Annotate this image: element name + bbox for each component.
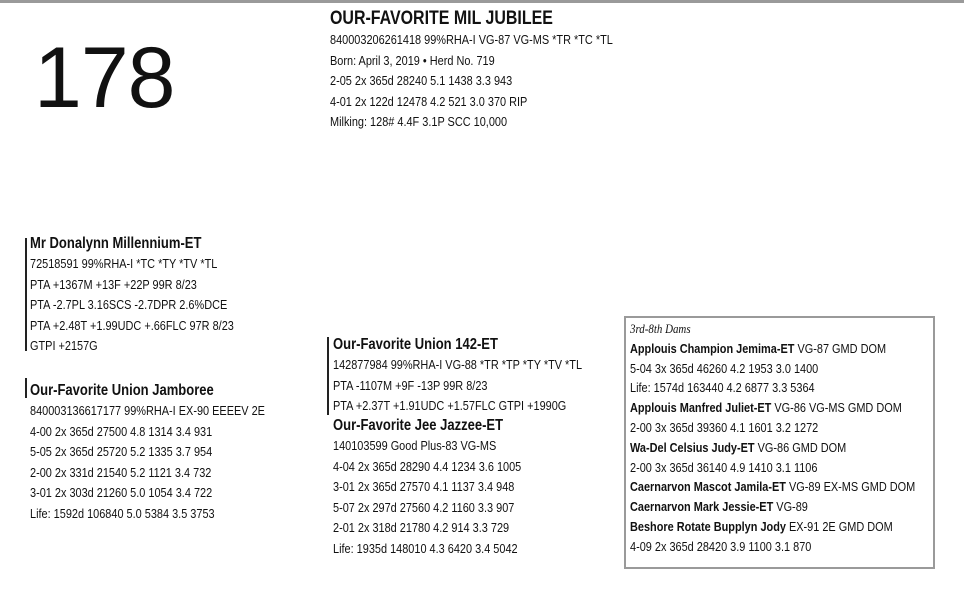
dam-entry (630, 497, 915, 517)
dam-entry (630, 477, 915, 497)
mgd-line: 3-01 2x 365d 27570 4.1 1137 3.4 948 (333, 479, 515, 494)
mgs-line: 142877984 99%RHA-I VG-88 *TR *TP *TY *TV *TL (333, 357, 583, 372)
mgd-line: Life: 1935d 148010 4.3 6420 3.4 5042 (333, 540, 518, 556)
mgs-line: PTA -1107M +9F -13P 99R 8/23 (333, 377, 488, 393)
mgd-line: 140103599 Good Plus-83 VG-MS (333, 438, 497, 453)
dam-entry-classification: EX-91 2E GMD DOM (785, 518, 893, 534)
subject-block (330, 8, 667, 133)
mgs-line: PTA +2.37T +1.91UDC +1.57FLC GTPI +1990G (333, 398, 567, 413)
mgs-bracket (327, 337, 329, 415)
dam-entry-name: Applouis Manfred Juliet-ET (630, 400, 772, 416)
dam-entry-record: 4-09 2x 365d 28420 3.9 1100 3.1 870 (630, 538, 812, 554)
sire-line: PTA +1367M +13F +22P 99R 8/23 (30, 276, 197, 292)
dam-entry-record: Life: 1574d 163440 4.2 6877 3.3 5364 (630, 380, 815, 396)
dam-entry-classification: VG-89 (773, 499, 808, 515)
dam-entry-name: Wa-Del Celsius Judy-ET (630, 439, 755, 455)
mgd-block (333, 415, 557, 559)
subject-line: 2-05 2x 365d 28240 5.1 1438 3.3 943 (330, 73, 513, 88)
dam-entry-classification: VG-89 EX-MS GMD DOM (785, 479, 916, 495)
subject-line: Milking: 128# 4.4F 3.1P SCC 10,000 (330, 114, 508, 129)
dam-entry-name: Applouis Champion Jemima-ET (630, 340, 795, 356)
sire-bracket (25, 238, 27, 351)
dam-line: 840003136617177 99%RHA-I EX-90 EEEEV 2E (30, 403, 265, 418)
sire-block (30, 233, 273, 357)
dam-entry-name: Caernarvon Mascot Jamila-ET (630, 479, 786, 495)
dam-line: 5-05 2x 365d 25720 5.2 1335 3.7 954 (30, 444, 213, 459)
subject-line: 840003206261418 99%RHA-I VG-87 VG-MS *TR *TC *TL (330, 32, 613, 47)
mgd-line: 5-07 2x 297d 27560 4.2 1160 3.3 907 (333, 499, 515, 515)
top-rule (0, 0, 964, 3)
dam-entry-record: 2-00 3x 365d 36140 4.9 1410 3.1 1106 (630, 459, 818, 475)
dam-line: 2-00 2x 331d 21540 5.2 1121 3.4 732 (30, 464, 212, 480)
subject-line: 4-01 2x 122d 12478 4.2 521 3.0 370 RIP (330, 93, 528, 109)
subject-name: OUR-FAVORITE MIL JUBILEE (330, 8, 553, 29)
sire-name: Mr Donalynn Millennium-ET (30, 235, 202, 252)
dams-title: 3rd-8th Dams (630, 321, 691, 336)
dam-line: Life: 1592d 106840 5.0 5384 3.5 3753 (30, 505, 215, 521)
mgd-line: 2-01 2x 318d 21780 4.2 914 3.3 729 (333, 520, 510, 535)
dam-entry (630, 398, 915, 418)
dam-entry-classification: VG-86 GMD DOM (754, 439, 847, 455)
dam-name: Our-Favorite Union Jamboree (30, 382, 214, 399)
mgs-block (333, 334, 630, 417)
dam-entry-classification: VG-87 GMD DOM (794, 340, 887, 356)
dams-box-content (630, 319, 964, 557)
mgs-name: Our-Favorite Union 142-ET (333, 336, 498, 353)
sire-line: 72518591 99%RHA-I *TC *TY *TV *TL (30, 256, 218, 271)
dam-entry-classification: VG-86 VG-MS GMD DOM (771, 400, 902, 416)
dams-box (624, 316, 935, 569)
dam-entry (630, 339, 915, 359)
dam-entry-record: 5-04 3x 365d 46260 4.2 1953 3.0 1400 (630, 360, 819, 376)
dam-entry (630, 438, 915, 458)
dam-line: 4-00 2x 365d 27500 4.8 1314 3.4 931 (30, 423, 213, 439)
mgd-name: Our-Favorite Jee Jazzee-ET (333, 417, 504, 434)
lot-number: 178 (34, 30, 175, 126)
sire-line: GTPI +2157G (30, 338, 98, 353)
dam-entry (630, 517, 915, 537)
dam-entry-record: 2-00 3x 365d 39360 4.1 1601 3.2 1272 (630, 419, 819, 435)
dam-line: 3-01 2x 303d 21260 5.0 1054 3.4 722 (30, 485, 213, 500)
dam-bracket (25, 378, 27, 398)
sire-line: PTA +2.48T +1.99UDC +.66FLC 97R 8/23 (30, 317, 234, 333)
subject-line: Born: April 3, 2019 • Herd No. 719 (330, 52, 495, 68)
dam-block (30, 380, 310, 524)
mgd-line: 4-04 2x 365d 28290 4.4 1234 3.6 1005 (333, 458, 522, 474)
dam-entry-name: Beshore Rotate Bupplyn Jody (630, 518, 786, 534)
dam-entry-name: Caernarvon Mark Jessie-ET (630, 499, 774, 515)
sire-line: PTA -2.7PL 3.16SCS -2.7DPR 2.6%DCE (30, 297, 228, 312)
